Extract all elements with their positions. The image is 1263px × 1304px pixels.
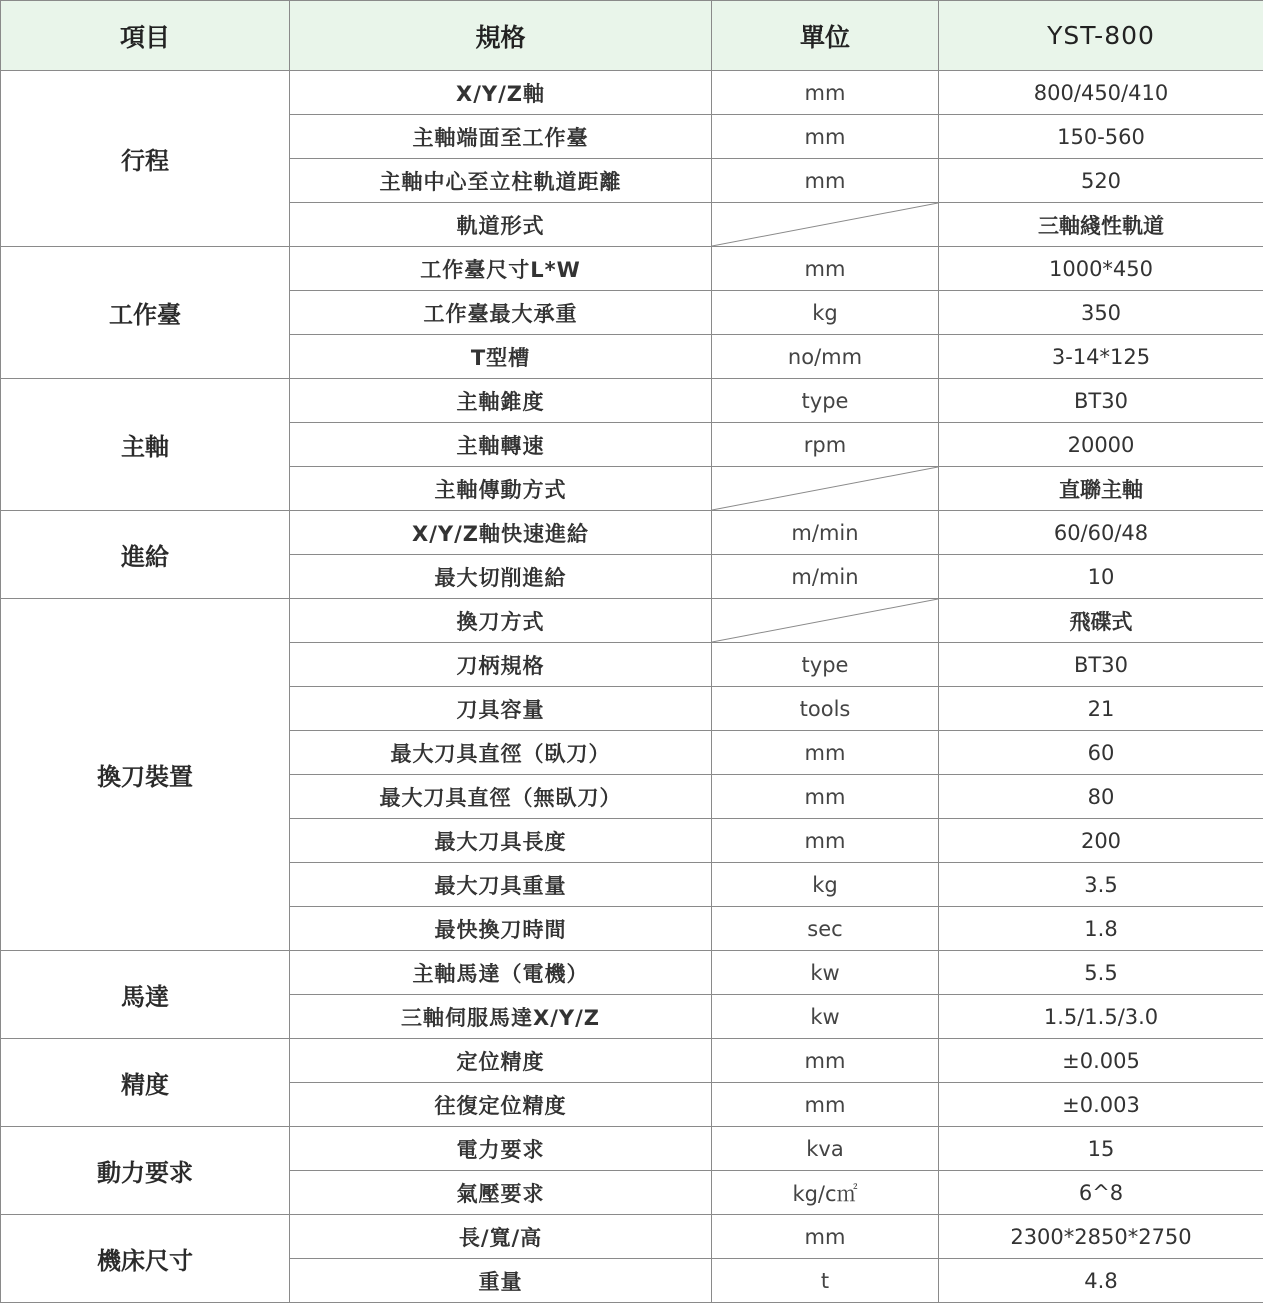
spec-cell: 長/寬/高 — [290, 1215, 712, 1259]
unit-cell: mm — [712, 115, 939, 159]
table-row — [1, 1215, 1263, 1259]
spec-cell: 往復定位精度 — [290, 1083, 712, 1127]
unit-cell: mm — [712, 819, 939, 863]
spec-cell: 最大刀具長度 — [290, 819, 712, 863]
spec-cell: 最大切削進給 — [290, 555, 712, 599]
category-cell: 工作臺 — [1, 247, 290, 379]
category-cell: 進給 — [1, 511, 290, 599]
category-cell: 精度 — [1, 1039, 290, 1127]
category-cell: 主軸 — [1, 379, 290, 511]
unit-cell: kg/c㎡ — [712, 1171, 939, 1215]
spec-cell: X/Y/Z軸 — [290, 71, 712, 115]
diagonal-slash — [712, 599, 938, 642]
value-cell: 1000*450 — [939, 247, 1263, 291]
value-cell: 2300*2850*2750 — [939, 1215, 1263, 1259]
value-cell: 直聯主軸 — [939, 467, 1263, 511]
category-cell: 機床尺寸 — [1, 1215, 290, 1303]
unit-cell: sec — [712, 907, 939, 951]
unit-cell: mm — [712, 247, 939, 291]
unit-cell: m/min — [712, 555, 939, 599]
unit-cell: mm — [712, 1039, 939, 1083]
header-spec: 規格 — [290, 1, 712, 71]
spec-cell: 主軸傳動方式 — [290, 467, 712, 511]
category-cell: 換刀裝置 — [1, 599, 290, 951]
category-cell: 馬達 — [1, 951, 290, 1039]
unit-cell: kw — [712, 995, 939, 1039]
unit-cell: kw — [712, 951, 939, 995]
spec-cell: 刀柄規格 — [290, 643, 712, 687]
spec-cell: 主軸馬達（電機） — [290, 951, 712, 995]
spec-cell: 最大刀具直徑（無臥刀） — [290, 775, 712, 819]
unit-cell: t — [712, 1259, 939, 1303]
unit-cell: mm — [712, 775, 939, 819]
value-cell: 3.5 — [939, 863, 1263, 907]
value-cell: 1.8 — [939, 907, 1263, 951]
header-unit: 單位 — [712, 1, 939, 71]
spec-cell: X/Y/Z軸快速進給 — [290, 511, 712, 555]
unit-cell: tools — [712, 687, 939, 731]
spec-cell: 工作臺尺寸L*W — [290, 247, 712, 291]
value-cell: 20000 — [939, 423, 1263, 467]
spec-cell: 氣壓要求 — [290, 1171, 712, 1215]
value-cell: 520 — [939, 159, 1263, 203]
unit-cell: no/mm — [712, 335, 939, 379]
unit-cell: type — [712, 643, 939, 687]
unit-cell-empty — [712, 467, 939, 511]
spec-cell: 主軸端面至工作臺 — [290, 115, 712, 159]
spec-cell: 最大刀具直徑（臥刀） — [290, 731, 712, 775]
value-cell: 10 — [939, 555, 1263, 599]
value-cell: BT30 — [939, 643, 1263, 687]
value-cell: 200 — [939, 819, 1263, 863]
unit-cell: mm — [712, 159, 939, 203]
spec-cell: 重量 — [290, 1259, 712, 1303]
table-row — [1, 71, 1263, 115]
unit-cell: mm — [712, 71, 939, 115]
value-cell: 80 — [939, 775, 1263, 819]
unit-cell: mm — [712, 731, 939, 775]
spec-cell: 主軸錐度 — [290, 379, 712, 423]
unit-cell: m/min — [712, 511, 939, 555]
value-cell: 5.5 — [939, 951, 1263, 995]
spec-cell: 最大刀具重量 — [290, 863, 712, 907]
value-cell: ±0.003 — [939, 1083, 1263, 1127]
value-cell: 3-14*125 — [939, 335, 1263, 379]
category-cell: 行程 — [1, 71, 290, 247]
table-row — [1, 1127, 1263, 1171]
unit-cell: type — [712, 379, 939, 423]
diagonal-slash — [712, 467, 938, 510]
value-cell: 60 — [939, 731, 1263, 775]
value-cell: 15 — [939, 1127, 1263, 1171]
value-cell: 4.8 — [939, 1259, 1263, 1303]
value-cell: 800/450/410 — [939, 71, 1263, 115]
unit-cell: mm — [712, 1083, 939, 1127]
value-cell: 60/60/48 — [939, 511, 1263, 555]
spec-body — [1, 71, 1263, 1303]
unit-cell: kg — [712, 291, 939, 335]
value-cell: 21 — [939, 687, 1263, 731]
value-cell: 1.5/1.5/3.0 — [939, 995, 1263, 1039]
spec-cell: 主軸轉速 — [290, 423, 712, 467]
value-cell: 350 — [939, 291, 1263, 335]
spec-cell: 電力要求 — [290, 1127, 712, 1171]
spec-cell: 最快換刀時間 — [290, 907, 712, 951]
value-cell: 6^8 — [939, 1171, 1263, 1215]
table-row — [1, 1039, 1263, 1083]
unit-cell-empty — [712, 599, 939, 643]
unit-cell-empty — [712, 203, 939, 247]
table-row — [1, 599, 1263, 643]
value-cell: BT30 — [939, 379, 1263, 423]
table-row — [1, 379, 1263, 423]
spec-cell: 主軸中心至立柱軌道距離 — [290, 159, 712, 203]
value-cell: 飛碟式 — [939, 599, 1263, 643]
value-cell: 150-560 — [939, 115, 1263, 159]
spec-cell: 刀具容量 — [290, 687, 712, 731]
value-cell: ±0.005 — [939, 1039, 1263, 1083]
spec-cell: T型槽 — [290, 335, 712, 379]
unit-cell: kg — [712, 863, 939, 907]
spec-cell: 軌道形式 — [290, 203, 712, 247]
unit-cell: rpm — [712, 423, 939, 467]
spec-cell: 三軸伺服馬達X/Y/Z — [290, 995, 712, 1039]
diagonal-slash — [712, 203, 938, 246]
spec-cell: 定位精度 — [290, 1039, 712, 1083]
header-model: YST-800 — [939, 1, 1263, 71]
spec-cell: 換刀方式 — [290, 599, 712, 643]
unit-cell: kva — [712, 1127, 939, 1171]
category-cell: 動力要求 — [1, 1127, 290, 1215]
header-row — [1, 1, 1263, 71]
table-row — [1, 951, 1263, 995]
value-cell: 三軸綫性軌道 — [939, 203, 1263, 247]
table-row — [1, 511, 1263, 555]
unit-cell: mm — [712, 1215, 939, 1259]
table-row — [1, 247, 1263, 291]
header-item: 項目 — [1, 1, 290, 71]
spec-cell: 工作臺最大承重 — [290, 291, 712, 335]
